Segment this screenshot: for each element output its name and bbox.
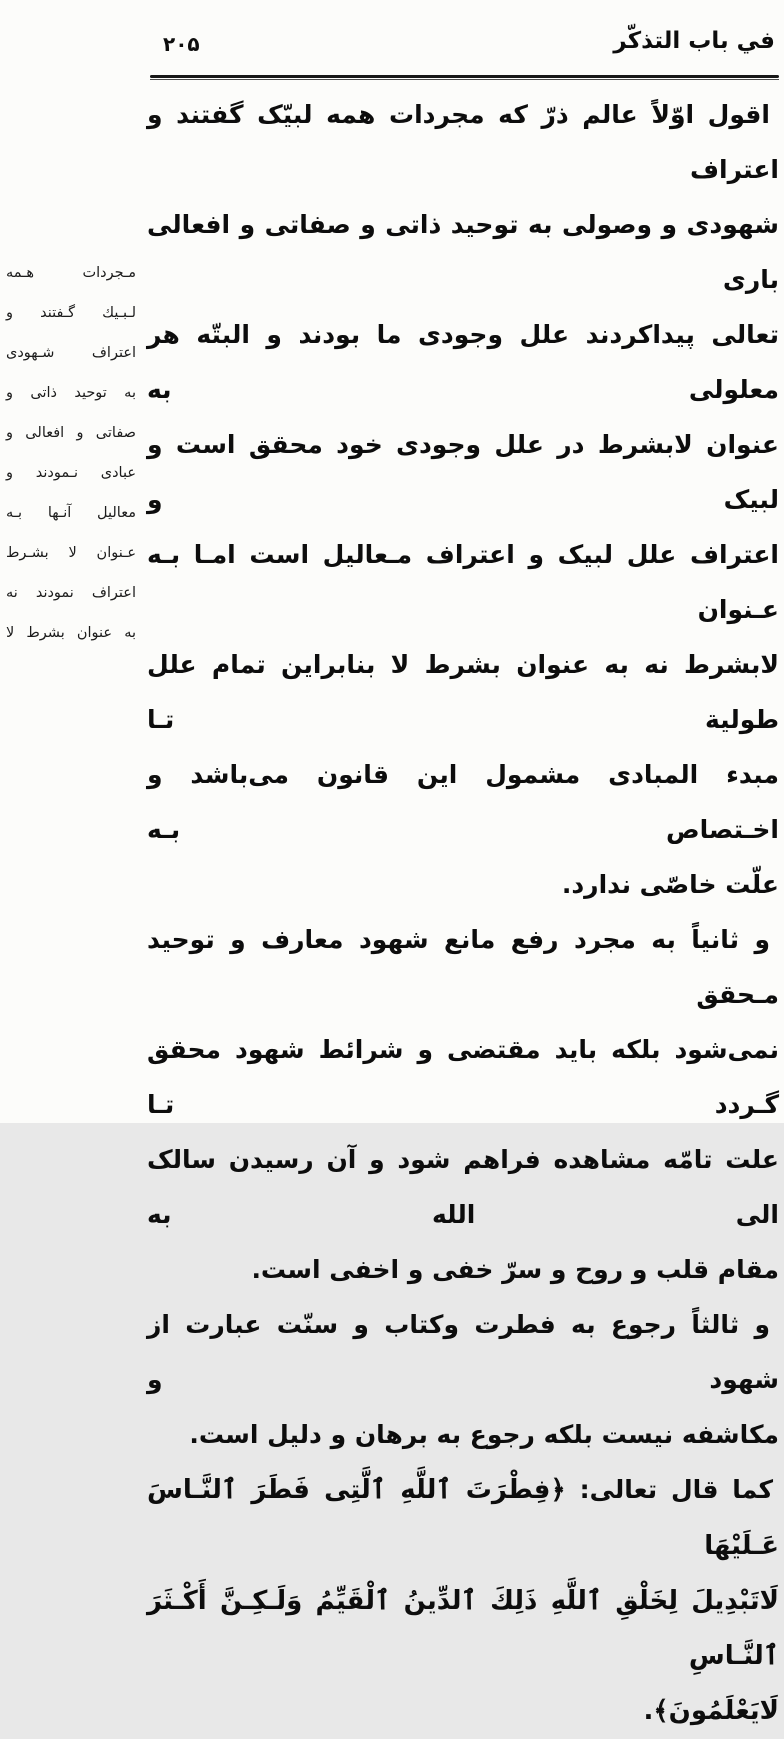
quran-quote [147, 1462, 779, 1739]
text-line: تعالی پيداكردند علل وجودی ما بودند و البتّه هر معلولی به [147, 320, 779, 404]
quote-line: لَاتَبْدِيلَ لِخَلْقِ ٱللَّهِ ذَلِكَ ٱلدِّينُ ٱلْقَيِّمُ وَلَـكِـنَّ أَكْـثَرَ ٱلنَّـاسِ [147, 1586, 779, 1671]
body-text [147, 87, 779, 1739]
quote-line [147, 1462, 779, 1574]
text-line: مقام قلب و روح و سرّ خفی و اخفی است. [251, 1255, 779, 1284]
text-line: و ثانياً به مجرد رفع مانع شهود معارف و توحيد مـحقق [147, 925, 779, 1009]
text-line: مـجردات هـمه [6, 265, 136, 281]
text-line: اقول اوّلاً عالم ذرّ كه مجردات همه لبيّک گفتند و اعتراف [147, 100, 779, 184]
text-line: عبادی نـمودند و [6, 465, 136, 481]
quote-line: لَايَعْلَمُونَ﴾. [643, 1696, 779, 1726]
header-rule-thin-line [150, 79, 779, 80]
text-line: شهودی و وصولی به توحيد ذاتی و صفاتی و افعالی باری [147, 210, 779, 294]
text-line: اعتراف علل لبيک و اعتراف مـعاليل است امـا بـه عـنوان [147, 540, 779, 624]
text-line: اعتراف شـهودی [6, 345, 136, 361]
verse-text: ﴿فِطْرَتَ ٱللَّهِ ٱلَّتِى فَطَرَ ٱلنَّـاسَ عَـلَيْهَا [147, 1475, 779, 1561]
text-line: و ثالثاً رجوع به فطرت وكتاب و سنّت عبارت از شهود و [147, 1310, 779, 1394]
margin-note [6, 253, 136, 653]
header-rule-thick-line [150, 75, 779, 78]
text-line: عـنوان لا بشـرط [6, 545, 136, 561]
text-line: لـبـيك گـفتند و [6, 305, 136, 321]
text-line: علّت خاصّی ندارد. [561, 870, 779, 899]
text-line: صفاتی و افعالی و [6, 425, 136, 441]
page-number: ۲۰۵ [163, 32, 200, 56]
text-line: علت تامّه مشاهده فراهم شود و آن رسيدن سالک الی الله به [147, 1145, 779, 1229]
text-line: لابشرط نه به عنوان بشرط لا بنابراين تمام علل طولية تـا [147, 650, 779, 734]
text-line: به عنوان بشرط لا [6, 625, 136, 641]
paragraph-third [147, 1297, 779, 1462]
section-title: في باب التذكّر [613, 28, 775, 54]
paragraph-first [147, 87, 779, 912]
quote-intro: كما قال تعالى: [565, 1475, 773, 1504]
text-line: عنوان لابشرط در علل وجودی خود محقق است و لبيک و [147, 430, 779, 514]
paragraph-second [147, 912, 779, 1297]
text-line: اعتراف نمودند نه [6, 585, 136, 601]
header-rule [150, 75, 779, 80]
text-line: معاليل آنـها بـه [6, 505, 136, 521]
text-line: به توحيد ذاتی و [6, 385, 136, 401]
text-line: نمی‌شود بلكه بايد مقتضی و شرائط شهود محقق گـردد تـا [147, 1035, 779, 1119]
text-line: مبدء المبادی مشمول اين قانون می‌باشد و اخـتصاص بـه [147, 760, 779, 844]
text-line: مكاشفه نيست بلكه رجوع به برهان و دليل است. [189, 1420, 779, 1449]
